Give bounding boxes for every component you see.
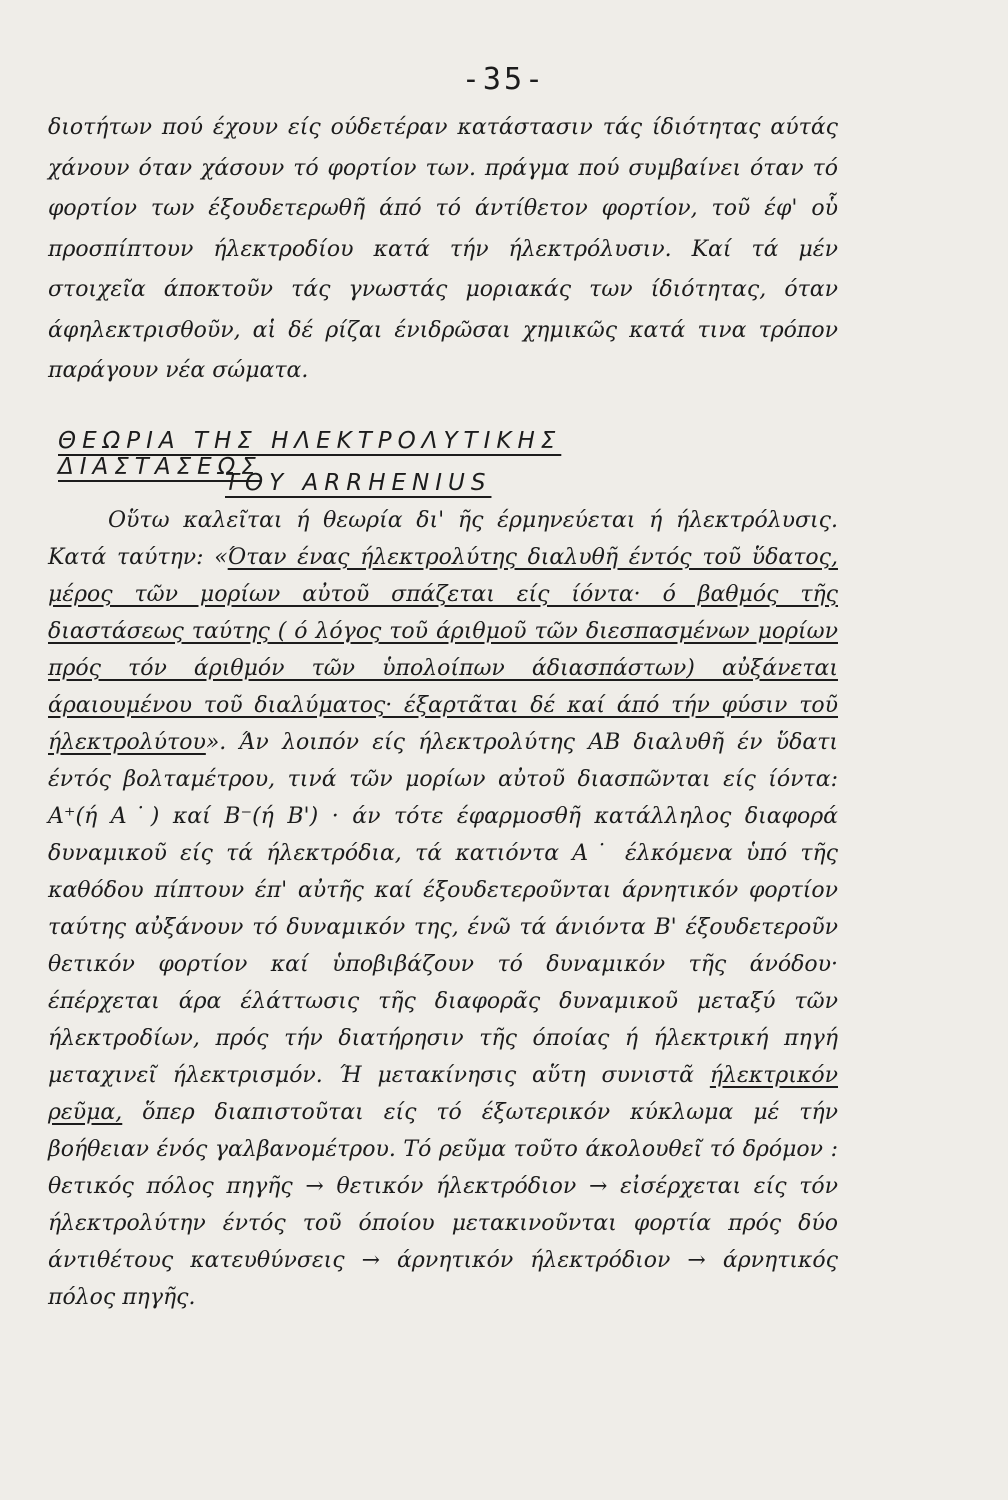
page-number: -35- — [461, 62, 547, 97]
underlined-term: ήλεκτρικόν ρεῦμα, — [48, 1063, 838, 1125]
section-heading-line-1: ΘΕΩΡΙΑ ΤΗΣ ΗΛΕΚΤΡΟΛΥΤΙΚΗΣ ΔΙΑΣΤΑΣΕΩΣ — [58, 428, 562, 480]
paragraph-2-continuation: ». Άν λοιπόν είς ήλεκτρολύτης ΑΒ διαλυθῆ έν ὕδατι έντός βολταμέτρου, τινά τῶν μορίων αὐτοῦ διασπῶνται είς ίόντα: Α⁺(ή Α˙) καί Β⁻(ή Β') · άν τότε έφαρμοσθῆ κατάλληλος διαφορά δυναμικοῦ είς τά ήλεκτρόδια, τά κατιόντα Α˙ έλκόμενα ὑπό τῆς καθόδου πίπτουν έπ' αὐτῆς καί έξουδετεροῦνται άρνητικόν φορτίον ταύτης αὐξάνουν τό δυναμικόν της, ένῶ τά άνιόντα Β' έξουδετεροῦν θετικόν φορτίον καί ὑποβιβάζουν τό δυναμικόν τῆς άνόδου· έπέρχεται άρα έλάττωσις τῆς διαφορᾶς δυναμικοῦ μεταξύ τῶν ήλεκτροδίων, πρός τήν διατήρησιν τῆς όποίας ή ήλεκτρική πηγή μεταχινεῖ ήλεκτρισμόν. Ή μετακίνησις αὕτη συνιστᾶ — [48, 730, 838, 1088]
section-heading-line-2: ΤΟΥ ARRHENIUS — [225, 470, 492, 496]
paragraph-2-intro: Οὕτω καλεῖται ή θεωρία δι' ῆς έρμηνεύεται ή ήλεκτρόλυσις. Κατά ταύτην: « — [48, 508, 838, 570]
paragraph-2 — [48, 502, 838, 1316]
paragraph-1: διοτήτων πού έχουν είς ούδετέραν κατάστασιν τάς ίδιότητας αύτάς χάνουν όταν χάσουν τό φορτίον των. πράγμα πού συμβαίνει όταν τό φορτίον των έξουδετερωθῆ άπό τό άντίθετον φορτίον, τοῦ έφ' οὗ προσπίπτουν ήλεκτροδίου κατά τήν ήλεκτρόλυσιν. Καί τά μέν στοιχεῖα άποκτοῦν τάς γνωστάς μοριακάς των ίδιότητας, όταν άφηλεκτρισθοῦν, αἱ δέ ρίζαι ένιδρῶσαι χημικῶς κατά τινα τρόπον παράγουν νέα σώματα. — [48, 115, 838, 383]
paragraph-2-ending: ὅπερ διαπιστοῦται είς τό έξωτερικόν κύκλωμα μέ τήν βοήθειαν ένός γαλβανομέτρου. Τό ρεῦμα τοῦτο άκολουθεῖ τό δρόμον : θετικός πόλος πηγῆς → θετικόν ήλεκτρόδιον → εἰσέρχεται είς τόν ήλεκτρολύτην έντός τοῦ όποίου μετακινοῦνται φορτία πρός δύο άντιθέτους κατευθύνσεις → άρνητικόν ήλεκτρόδιον → άρνητικός πόλος πηγῆς. — [48, 1100, 838, 1310]
underlined-quotation: Όταν ένας ήλεκτρολύτης διαλυθῆ έντός τοῦ ὕδατος, μέρος τῶν μορίων αὐτοῦ σπάζεται είς ίόντα· ό βαθμός τῆς διαστάσεως ταύτης ( ό λόγος τοῦ άριθμοῦ τῶν διεσπασμένων μορίων πρός τόν άριθμόν τῶν ὑπολοίπων άδιασπάστων) αὐξάνεται άραιουμένου τοῦ διαλύματος· έξαρτᾶται δέ καί άπό τήν φύσιν τοῦ ήλεκτρολύτου — [48, 545, 838, 755]
